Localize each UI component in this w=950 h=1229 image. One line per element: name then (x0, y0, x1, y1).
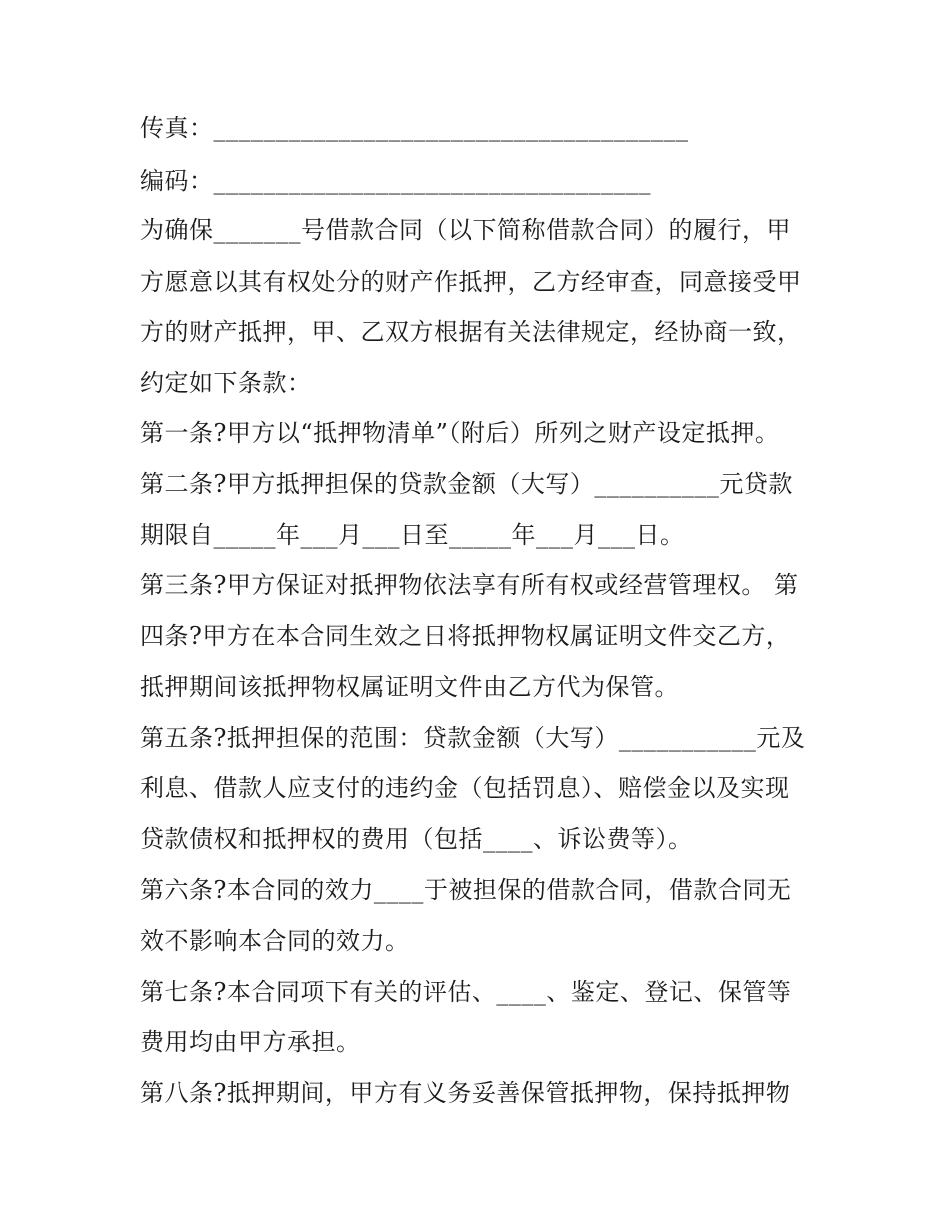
article-7-line: 费用均由甲方承担。 (140, 1028, 361, 1056)
article-2-line: 第二条?甲方抵押担保的贷款金额（大写）__________元贷款 (140, 470, 793, 498)
paragraph-line: 约定如下条款： (140, 369, 312, 397)
article-4-line: 抵押期间该抵押物权属证明文件由乙方代为保管。 (140, 673, 679, 701)
article-3-line: 第三条?甲方保证对抵押物依法享有所有权或经营管理权。 第 (140, 571, 799, 599)
paragraph-line: 方的财产抵押，甲、乙双方根据有关法律规定，经协商一致， (140, 318, 802, 346)
article-5-line: 贷款债权和抵押权的费用（包括____、诉讼费等）。 (140, 825, 693, 853)
paragraph-line: 方愿意以其有权处分的财产作抵押，乙方经审查，同意接受甲 (140, 268, 802, 296)
article-6-line: 效不影响本合同的效力。 (140, 927, 410, 955)
article-5-line: 第五条?抵押担保的范围：贷款金额（大写）___________元及 (140, 724, 806, 752)
article-6-line: 第六条?本合同的效力____于被担保的借款合同，借款合同无 (140, 876, 792, 904)
article-4-line: 四条?甲方在本合同生效之日将抵押物权属证明文件交乙方， (140, 622, 791, 650)
code-line: 编码：___________________________________ (140, 167, 651, 195)
fax-line: 传真：______________________________________ (140, 114, 689, 142)
article-5-line: 利息、借款人应支付的违约金（包括罚息）、赔偿金以及实现 (140, 774, 790, 802)
article-8-line: 第八条?抵押期间，甲方有义务妥善保管抵押物，保持抵押物 (140, 1079, 791, 1107)
article-7-line: 第七条?本合同项下有关的评估、____、鉴定、登记、保管等 (140, 978, 792, 1006)
article-1-line: 第一条?甲方以“抵押物清单”（附后）所列之财产设定抵押。 (140, 419, 780, 447)
article-2-line: 期限自_____年___月___日至_____年___月___日。 (140, 521, 685, 549)
paragraph-line: 为确保_______号借款合同（以下简称借款合同）的履行，甲 (140, 216, 791, 244)
